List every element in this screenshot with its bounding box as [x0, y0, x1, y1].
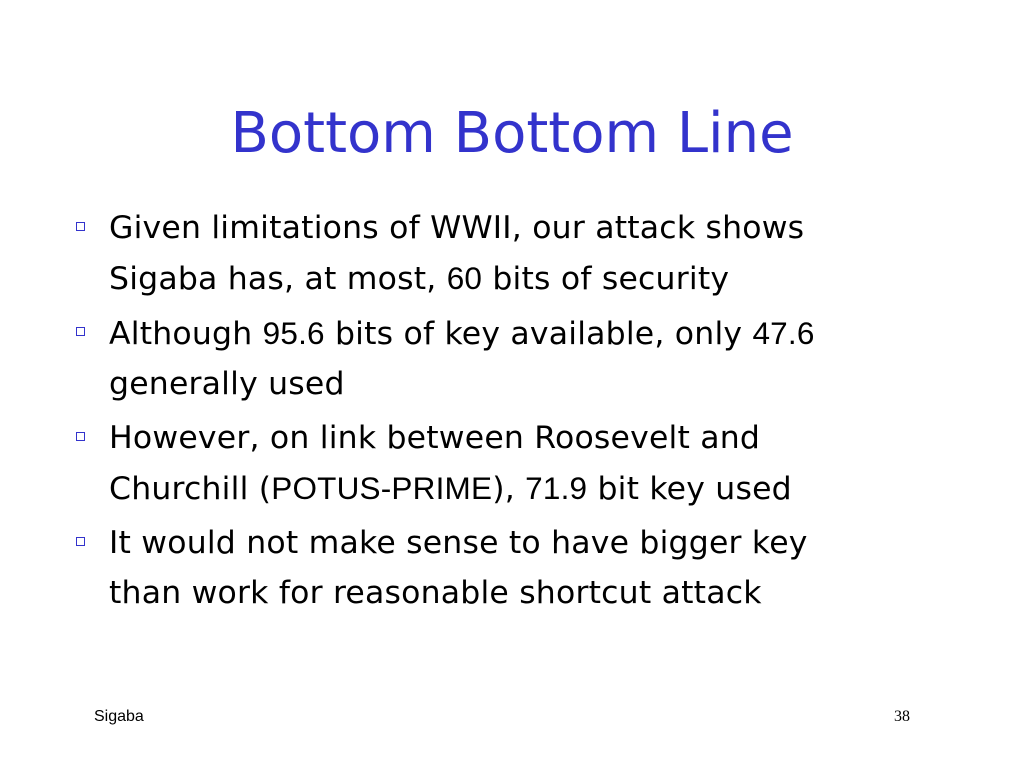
square-bullet-icon — [76, 222, 85, 231]
bullet-text-line — [109, 575, 762, 611]
bullet-text-line — [109, 261, 729, 297]
text-segment: generally used — [109, 366, 345, 402]
slide-title: Bottom Bottom Line — [230, 101, 794, 166]
text-segment: bits of security — [482, 261, 730, 297]
text-segment: However, on link between Roosevelt and — [109, 420, 761, 456]
text-segment: bits of key available, only — [324, 316, 753, 352]
number-segment: 95.6 — [262, 315, 325, 351]
square-bullet-icon — [76, 432, 85, 441]
text-segment: Given limitations of WWII, our attack shows — [109, 210, 805, 246]
bullet-item — [72, 308, 972, 409]
bullet-text-line — [109, 316, 815, 352]
text-segment: Although — [109, 316, 263, 352]
square-bullet-icon — [76, 537, 85, 546]
text-segment: bit key used — [587, 471, 792, 507]
text-segment: than work for reasonable shortcut attack — [109, 575, 762, 611]
number-segment: 71.9 — [525, 470, 588, 506]
bullet-text-line — [109, 471, 792, 507]
text-segment: Sigaba has, at most, — [109, 261, 447, 297]
bullet-list — [72, 203, 972, 622]
text-segment: It would not make sense to have bigger key — [109, 525, 808, 561]
square-bullet-icon — [76, 327, 85, 336]
page-number: 38 — [894, 708, 910, 725]
text-segment: POTUS-PRIME — [271, 470, 493, 506]
bullet-text-line — [109, 420, 760, 456]
footer-label: Sigaba — [94, 708, 144, 725]
number-segment: 47.6 — [752, 315, 815, 351]
bullet-item — [72, 203, 972, 304]
bullet-item — [72, 518, 972, 618]
text-segment: ), — [492, 471, 526, 507]
bullet-text-line — [109, 366, 345, 402]
bullet-text-line — [109, 525, 808, 561]
bullet-item — [72, 413, 972, 514]
bullet-text-line — [109, 210, 804, 246]
number-segment: 60 — [446, 260, 483, 296]
text-segment: Churchill ( — [109, 471, 272, 507]
